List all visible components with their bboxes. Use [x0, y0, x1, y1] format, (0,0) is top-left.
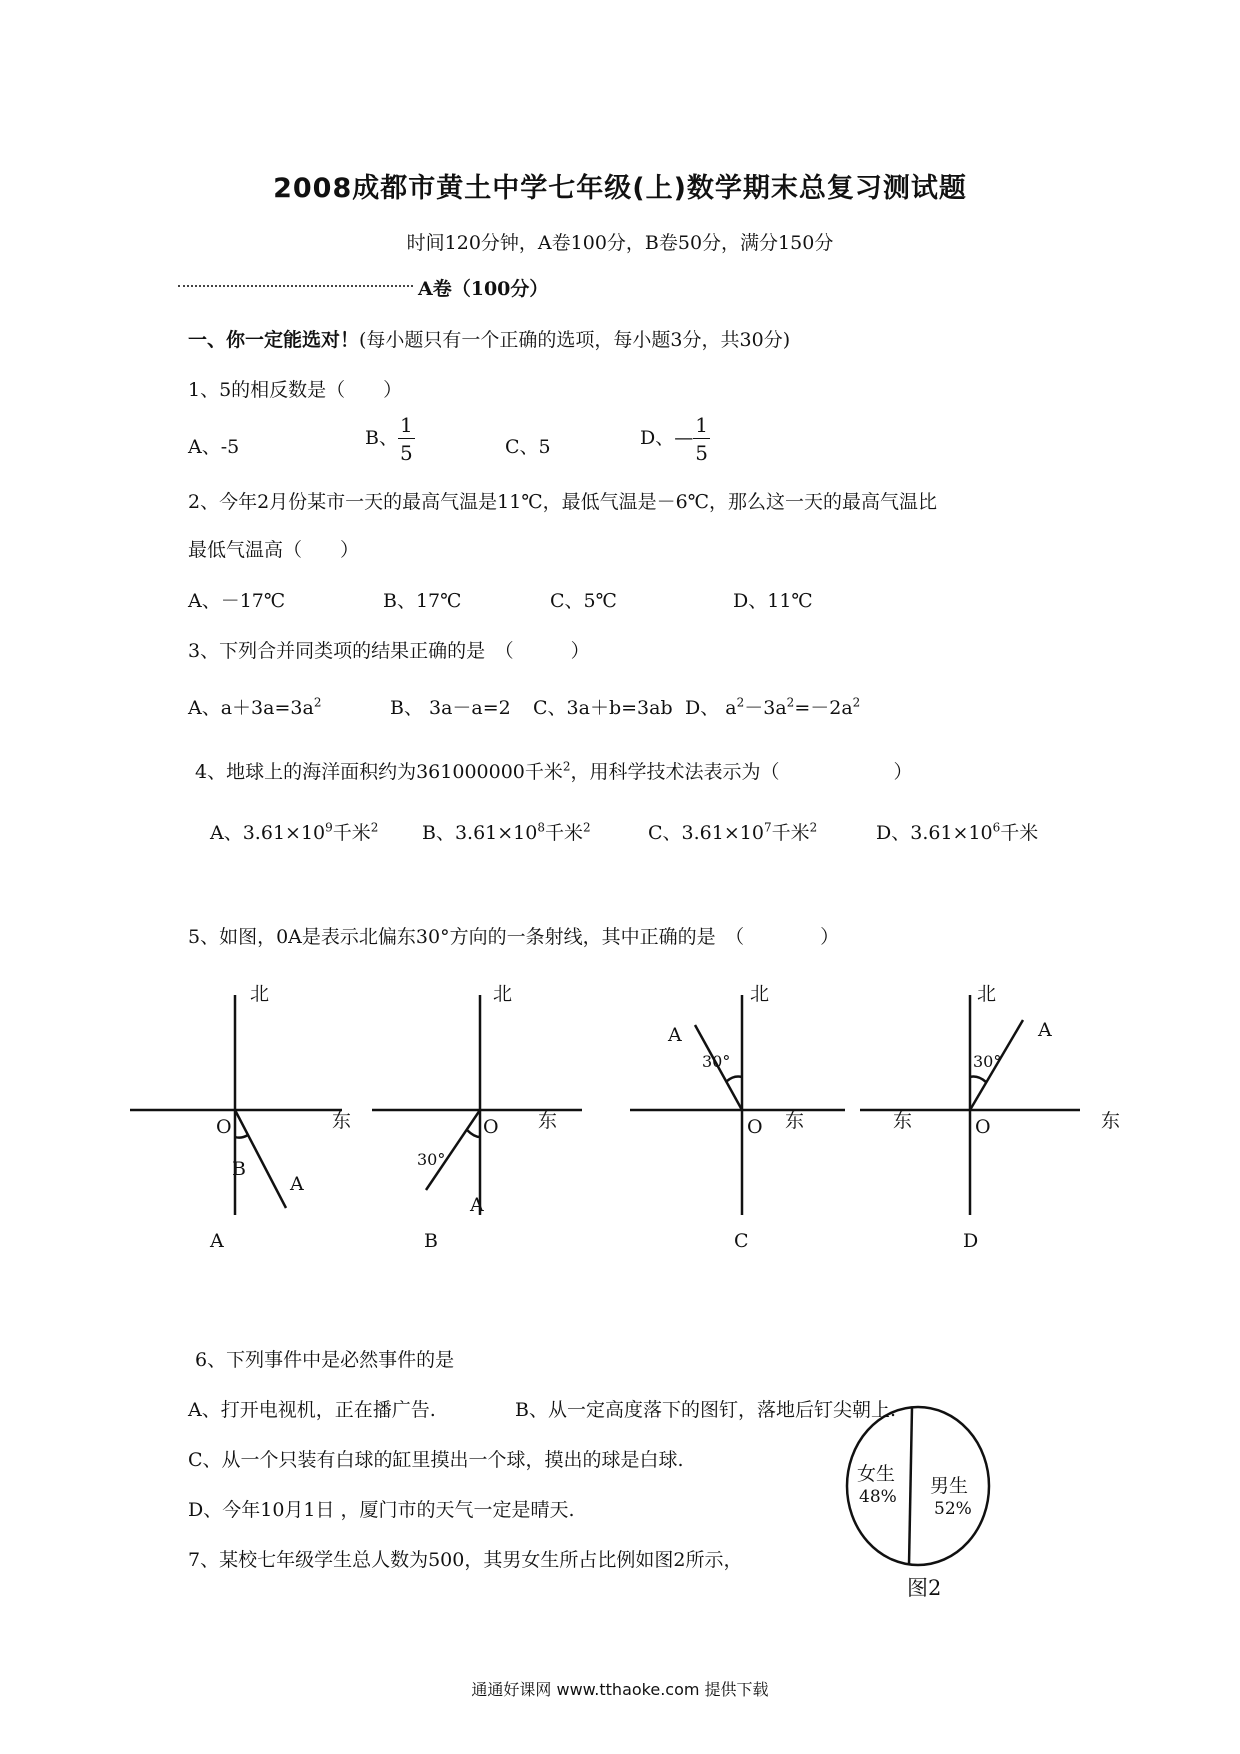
fig-c-angle-arc	[727, 1077, 742, 1082]
fig-a-angle-label: B	[232, 1158, 246, 1180]
q3-option-b: B、 3a－a=2	[390, 697, 511, 719]
fig-a-east-label: 东	[332, 1110, 352, 1132]
fraction-numerator: 1	[695, 413, 708, 437]
q1-option-b-fraction	[398, 415, 415, 463]
fig-d-origin-label: O	[975, 1116, 991, 1138]
q2-stem-line1: 2、今年2月份某市一天的最高气温是11℃，最低气温是－6℃，那么这一天的最高气温比	[188, 491, 937, 513]
q1-option-d-label: D、	[640, 427, 675, 449]
pie-female-label: 女生	[857, 1463, 896, 1485]
fig-d-angle-label: 30°	[973, 1052, 1002, 1071]
q4-option-d	[876, 818, 1038, 845]
fig-d-west-label: 东	[893, 1110, 913, 1132]
fraction-denominator: 5	[399, 441, 413, 465]
fig-a-ray-label: A	[290, 1173, 304, 1195]
q1-option-d-sign: —	[674, 427, 694, 449]
q3-option-a-text: A、a＋3a=3a	[188, 697, 314, 719]
fig-b-option-label: B	[424, 1230, 438, 1252]
pie-caption: 图2	[907, 1576, 942, 1600]
exponent: 6	[992, 820, 1001, 835]
q2-option-c: C、5℃	[550, 590, 617, 612]
q3-stem: 3、下列合并同类项的结果正确的是 （ ）	[188, 640, 590, 662]
fig-d-ray-label: A	[1038, 1019, 1052, 1041]
q1-option-b	[365, 415, 415, 463]
q4-option-b-base: B、3.61×10	[422, 822, 538, 844]
fig-c-ray-label: A	[668, 1024, 682, 1046]
fig-a-origin-label: O	[216, 1116, 232, 1138]
q2-option-d: D、11℃	[733, 590, 813, 612]
page-title: 2008成都市黄土中学七年级(上)数学期末总复习测试题	[273, 173, 967, 204]
fig-b-east-label: 东	[538, 1110, 558, 1132]
fig-b-ray-label: A	[470, 1194, 484, 1216]
fig-a-option-label: A	[210, 1230, 224, 1252]
pie-female-percent: 48%	[859, 1487, 897, 1507]
q4-option-a-unit: 千米	[332, 822, 371, 844]
q3-option-d-part3: =－2a	[794, 697, 853, 719]
superscript: 2	[852, 695, 861, 710]
q4-option-c-unit: 千米	[771, 822, 810, 844]
q1-option-d-fraction	[693, 415, 710, 463]
q4-option-c-base: C、3.61×10	[648, 822, 764, 844]
pie-divider	[909, 1407, 912, 1565]
q4-option-a	[210, 818, 378, 845]
fraction-denominator: 5	[695, 441, 708, 465]
q4-option-c	[648, 818, 817, 845]
q6-option-b: B、从一定高度落下的图钉，落地后钉尖朝上.	[515, 1399, 897, 1421]
q4-option-a-base: A、3.61×10	[210, 822, 326, 844]
q6-option-a: A、打开电视机，正在播广告.	[188, 1399, 436, 1421]
q4-stem-part2: ，用科学技术法表示为（ ）	[570, 761, 913, 783]
q5-stem: 5、如图，0A是表示北偏东30°方向的一条射线，其中正确的是 （ ）	[188, 926, 840, 948]
q3-option-d	[685, 693, 860, 720]
fig-c-origin-label: O	[747, 1116, 763, 1138]
fig-d-option-label: D	[963, 1230, 979, 1252]
q6-option-c: C、从一个只装有白球的缸里摸出一个球，摸出的球是白球.	[188, 1449, 684, 1471]
section-1-heading	[188, 325, 790, 352]
exponent: 7	[763, 820, 772, 835]
q2-option-b: B、17℃	[383, 590, 462, 612]
fig-b-north-label: 北	[493, 983, 513, 1005]
fig-b-angle-arc	[467, 1130, 480, 1137]
fig-d-north-label: 北	[977, 983, 997, 1005]
q1-option-c: C、5	[505, 436, 551, 458]
gender-pie-chart	[835, 1408, 1005, 1603]
fig-d-angle-arc	[970, 1077, 986, 1082]
fig-c-option-label: C	[734, 1230, 749, 1252]
q5-direction-diagrams	[120, 965, 1130, 1265]
superscript: 2	[370, 820, 379, 835]
superscript: 2	[736, 695, 745, 710]
section-1-note: (每小题只有一个正确的选项，每小题3分，共30分)	[359, 329, 791, 351]
q1-option-d	[640, 415, 710, 463]
q3-option-d-part2: －3a	[744, 697, 787, 719]
exponent: 9	[325, 820, 333, 835]
q1-stem: 1、5的相反数是（ ）	[188, 379, 403, 401]
q4-option-b	[422, 818, 591, 845]
fig-c-east-label: 东	[785, 1110, 805, 1132]
exam-info: 时间120分钟，A卷100分，B卷50分，满分150分	[406, 232, 834, 254]
fraction-numerator: 1	[399, 413, 413, 437]
fig-b-angle-label: 30°	[417, 1150, 446, 1169]
fig-a-angle-arc	[235, 1135, 248, 1138]
superscript: 2	[786, 695, 795, 710]
q1-option-a: A、-5	[188, 436, 240, 458]
section-a-heading: A卷（100分）	[418, 278, 549, 300]
q4-stem	[195, 757, 913, 784]
fig-a-north-label: 北	[250, 983, 270, 1005]
fig-c-angle-label: 30°	[702, 1052, 731, 1071]
superscript: 2	[583, 820, 591, 835]
section-1-title: 一、你一定能选对！	[188, 329, 360, 351]
pie-male-label: 男生	[930, 1475, 969, 1497]
exponent: 8	[537, 820, 546, 835]
q4-option-d-unit: 千米	[1000, 822, 1039, 844]
footer-source: 通通好课网 www.tthaoke.com 提供下载	[471, 1680, 769, 1699]
fig-c-north-label: 北	[750, 983, 770, 1005]
q2-option-a: A、－17℃	[188, 590, 286, 612]
q6-stem: 6、下列事件中是必然事件的是	[195, 1349, 455, 1371]
q3-option-d-part1: D、 a	[685, 697, 737, 719]
dotted-leader	[178, 284, 413, 287]
fig-d-east-label: 东	[1101, 1110, 1121, 1132]
q7-stem: 7、某校七年级学生总人数为500，其男女生所占比例如图2所示，	[188, 1549, 743, 1571]
superscript: 2	[562, 759, 571, 774]
q4-option-b-unit: 千米	[545, 822, 584, 844]
q4-stem-part1: 4、地球上的海洋面积约为361000000千米	[195, 761, 563, 783]
pie-male-percent: 52%	[934, 1499, 972, 1519]
superscript: 2	[809, 820, 818, 835]
q3-option-c: C、3a＋b=3ab	[533, 697, 673, 719]
fig-b-origin-label: O	[483, 1116, 499, 1138]
q1-option-b-label: B、	[365, 427, 398, 449]
q2-stem-line2: 最低气温高（ ）	[188, 539, 360, 561]
q6-option-d: D、今年10月1日 ，厦门市的天气一定是晴天.	[188, 1499, 575, 1521]
q4-option-d-base: D、3.61×10	[876, 822, 993, 844]
q3-option-a	[188, 693, 321, 720]
superscript: 2	[313, 695, 322, 710]
